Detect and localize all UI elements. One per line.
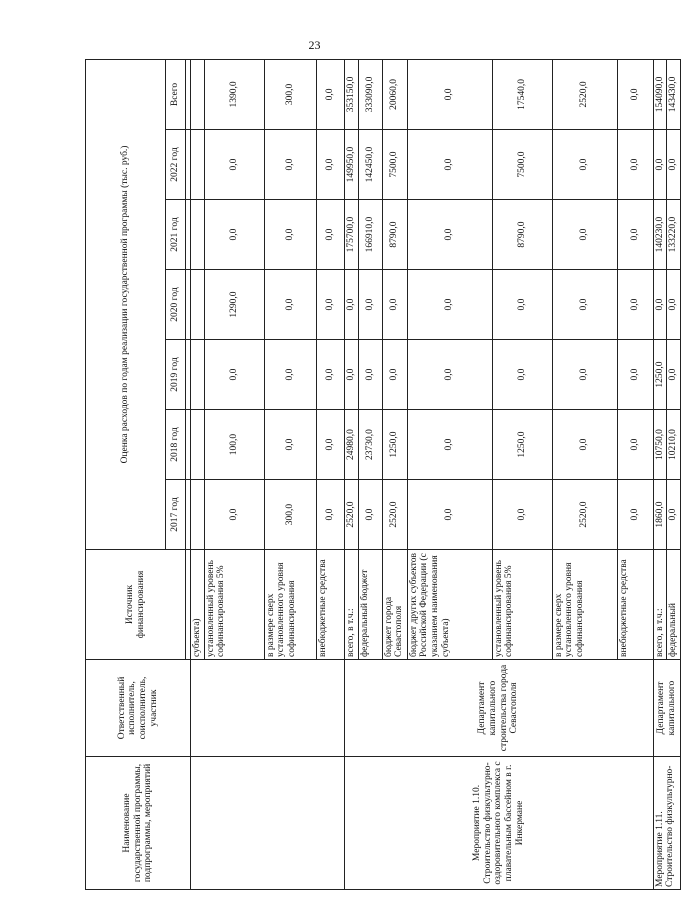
- source-cell: бюджет других субъектов Российской Федерации (с указанием наименования субъекта): [407, 550, 492, 660]
- value-cell: [191, 270, 205, 340]
- value-cell: 0,0: [407, 200, 492, 270]
- source-cell: всего, в т.ч.:: [653, 550, 667, 660]
- source-cell: бюджет города Севастополя: [382, 550, 407, 660]
- value-cell: 0,0: [358, 480, 382, 550]
- value-cell: 0,0: [552, 200, 617, 270]
- year-2020: 2020 год: [166, 270, 186, 340]
- value-cell: 0,0: [264, 130, 316, 200]
- value-cell: 0,0: [316, 59, 344, 129]
- value-cell: 140230,0: [653, 200, 667, 270]
- source-cell: установленный уровень софинансирования 5%: [492, 550, 552, 660]
- year-2017: 2017 год: [166, 480, 186, 550]
- value-cell: 1860,0: [653, 480, 667, 550]
- value-cell: 300,0: [264, 59, 316, 129]
- value-cell: 0,0: [264, 200, 316, 270]
- value-cell: 7500,0: [382, 130, 407, 200]
- value-cell: 1250,0: [492, 410, 552, 480]
- year-2018: 2018 год: [166, 410, 186, 480]
- value-cell: 300,0: [264, 480, 316, 550]
- source-cell: субъекта): [191, 550, 205, 660]
- value-cell: 10750,0: [653, 410, 667, 480]
- value-cell: 0,0: [667, 340, 681, 410]
- value-cell: 10210,0: [667, 410, 681, 480]
- year-2019: 2019 год: [166, 340, 186, 410]
- budget-table: [85, 59, 681, 890]
- value-cell: 0,0: [407, 340, 492, 410]
- value-cell: 0,0: [204, 130, 264, 200]
- value-cell: 0,0: [407, 480, 492, 550]
- value-cell: 0,0: [316, 410, 344, 480]
- table-row: [191, 59, 205, 889]
- value-cell: 0,0: [316, 200, 344, 270]
- header-estimate: Оценка расходов по годам реализации государственной программы (тыс. руб.): [86, 59, 166, 549]
- year-2021: 2021 год: [166, 200, 186, 270]
- value-cell: 0,0: [653, 270, 667, 340]
- value-cell: 0,0: [407, 130, 492, 200]
- source-cell: внебюджетные средства: [617, 550, 653, 660]
- value-cell: 0,0: [667, 480, 681, 550]
- table-row: [653, 59, 667, 889]
- value-cell: 142450,0: [358, 130, 382, 200]
- value-cell: 0,0: [492, 480, 552, 550]
- source-cell: в размере сверх установленного уровня софинансирования: [264, 550, 316, 660]
- value-cell: 333090,0: [358, 59, 382, 129]
- value-cell: 1390,0: [204, 59, 264, 129]
- value-cell: 0,0: [264, 410, 316, 480]
- header-name: Наименование государственной программы, подпрограммы, мероприятий: [86, 757, 191, 890]
- measure-1-11-name: Мероприятие 1.11. Строительство физкультурно-: [653, 757, 680, 890]
- responsible-cell-empty: [191, 660, 345, 757]
- value-cell: 0,0: [344, 270, 358, 340]
- value-cell: 17540,0: [492, 59, 552, 129]
- value-cell: 0,0: [316, 480, 344, 550]
- value-cell: 1250,0: [653, 340, 667, 410]
- value-cell: 24980,0: [344, 410, 358, 480]
- value-cell: 133220,0: [667, 200, 681, 270]
- value-cell: 143430,0: [667, 59, 681, 129]
- value-cell: 2520,0: [382, 480, 407, 550]
- value-cell: 100,0: [204, 410, 264, 480]
- value-cell: 2520,0: [344, 480, 358, 550]
- value-cell: [191, 130, 205, 200]
- header-responsible: Ответственный исполнитель, соисполнитель, участник: [86, 660, 191, 757]
- value-cell: 0,0: [617, 270, 653, 340]
- value-cell: [191, 59, 205, 129]
- value-cell: [191, 200, 205, 270]
- value-cell: 0,0: [667, 130, 681, 200]
- value-cell: 8790,0: [382, 200, 407, 270]
- value-cell: 8790,0: [492, 200, 552, 270]
- value-cell: 0,0: [316, 340, 344, 410]
- value-cell: 7500,0: [492, 130, 552, 200]
- source-cell: федеральный бюджет: [358, 550, 382, 660]
- header-source: Источник финансирования: [86, 550, 186, 660]
- value-cell: 0,0: [617, 200, 653, 270]
- value-cell: 0,0: [358, 340, 382, 410]
- name-cell-empty: [191, 757, 345, 890]
- value-cell: 0,0: [204, 200, 264, 270]
- header-row: [86, 59, 166, 889]
- value-cell: 0,0: [204, 340, 264, 410]
- source-cell: федеральный: [667, 550, 681, 660]
- value-cell: 0,0: [552, 340, 617, 410]
- table-row: [344, 59, 358, 889]
- value-cell: 1290,0: [204, 270, 264, 340]
- value-cell: 0,0: [344, 340, 358, 410]
- value-cell: 0,0: [617, 410, 653, 480]
- source-cell: всего, в т.ч.:: [344, 550, 358, 660]
- value-cell: [191, 480, 205, 550]
- value-cell: 0,0: [382, 270, 407, 340]
- measure-1-10-name: Мероприятие 1.10. Строительство физкультурно-оздоровительного комплекса с плавательным бассейном в г. Инкермане: [344, 757, 653, 890]
- value-cell: 0,0: [653, 130, 667, 200]
- value-cell: 175700,0: [344, 200, 358, 270]
- value-cell: 0,0: [552, 130, 617, 200]
- value-cell: 0,0: [264, 270, 316, 340]
- value-cell: 0,0: [316, 130, 344, 200]
- value-cell: 0,0: [617, 59, 653, 129]
- value-cell: 154090,0: [653, 59, 667, 129]
- value-cell: 0,0: [492, 340, 552, 410]
- value-cell: 0,0: [316, 270, 344, 340]
- page-number: 23: [308, 38, 321, 52]
- year-total: Всего: [166, 59, 186, 129]
- value-cell: 0,0: [358, 270, 382, 340]
- value-cell: 2520,0: [552, 59, 617, 129]
- year-2022: 2022 год: [166, 130, 186, 200]
- value-cell: 0,0: [204, 480, 264, 550]
- value-cell: 0,0: [667, 270, 681, 340]
- value-cell: 0,0: [407, 59, 492, 129]
- source-cell: в размере сверх установленного уровня софинансирования: [552, 550, 617, 660]
- value-cell: 20060,0: [382, 59, 407, 129]
- source-cell: установленный уровень софинансирования 5%: [204, 550, 264, 660]
- value-cell: [191, 340, 205, 410]
- value-cell: 0,0: [552, 270, 617, 340]
- value-cell: 2520,0: [552, 480, 617, 550]
- value-cell: 0,0: [407, 270, 492, 340]
- value-cell: 0,0: [617, 130, 653, 200]
- value-cell: 0,0: [552, 410, 617, 480]
- source-cell: внебюджетные средства: [316, 550, 344, 660]
- measure-1-11-responsible: Департамент капитального: [653, 660, 680, 757]
- value-cell: 0,0: [407, 410, 492, 480]
- value-cell: 353150,0: [344, 59, 358, 129]
- value-cell: 166910,0: [358, 200, 382, 270]
- rotated-table-wrapper: [85, 60, 679, 890]
- value-cell: 1250,0: [382, 410, 407, 480]
- value-cell: 0,0: [492, 270, 552, 340]
- value-cell: 0,0: [617, 480, 653, 550]
- value-cell: 0,0: [382, 340, 407, 410]
- value-cell: 0,0: [617, 340, 653, 410]
- value-cell: 149950,0: [344, 130, 358, 200]
- value-cell: 23730,0: [358, 410, 382, 480]
- value-cell: [191, 410, 205, 480]
- value-cell: 0,0: [264, 340, 316, 410]
- measure-1-10-responsible: Департамент капитального строительства города Севастополя: [344, 660, 653, 757]
